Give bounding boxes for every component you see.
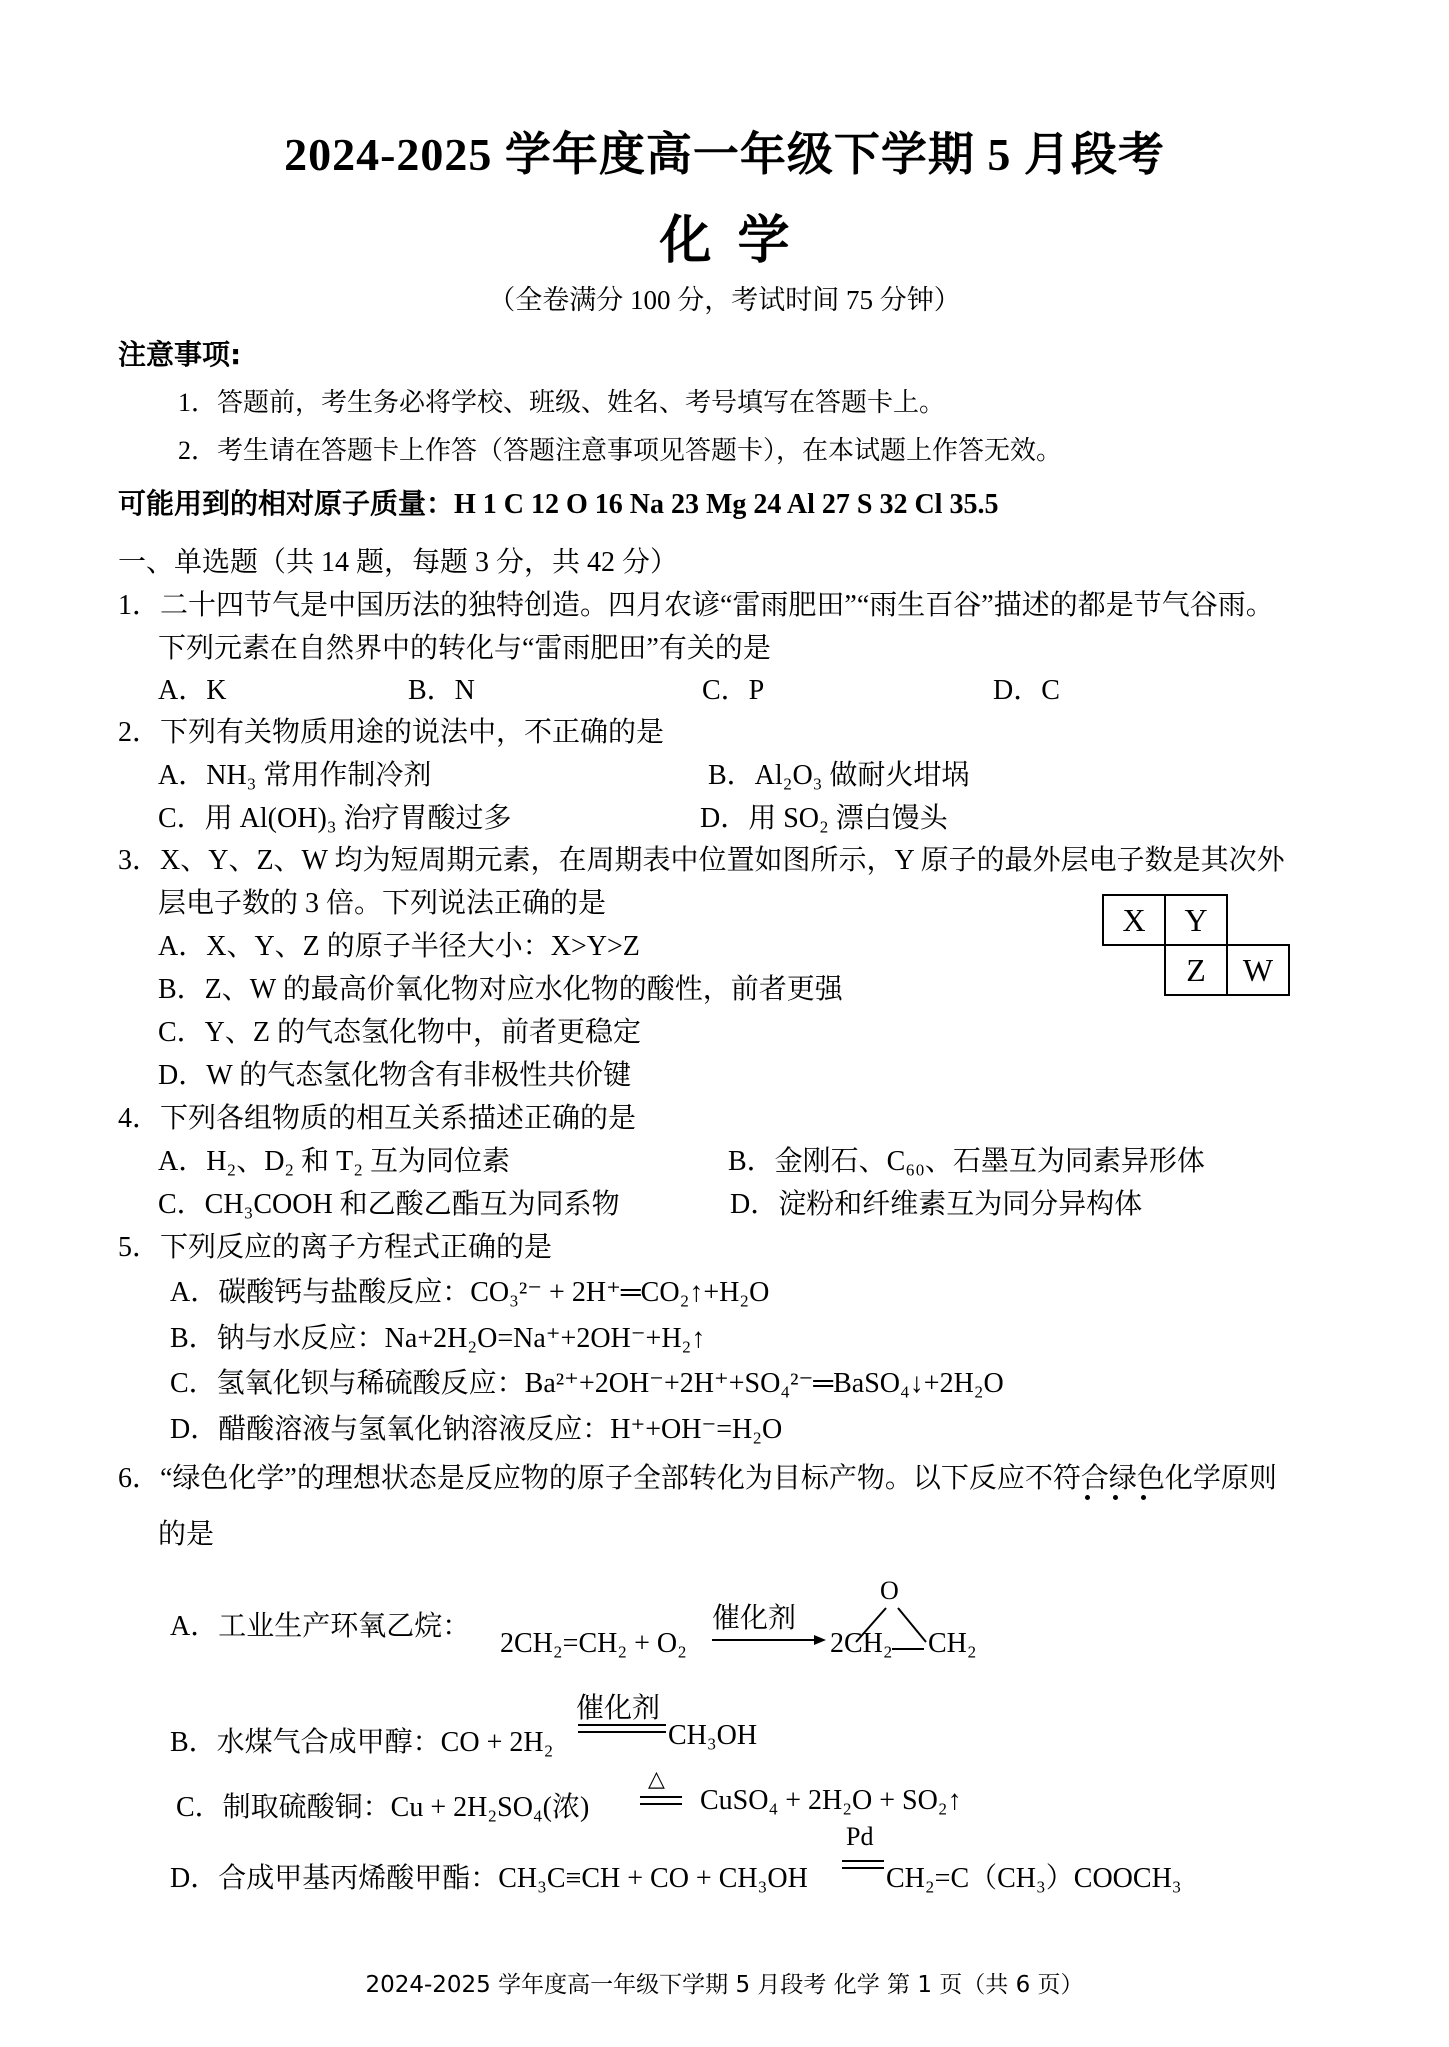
page-footer: 2024-2025 学年度高一年级下学期 5 月段考 化学 第 1 页（共 6 页） <box>365 1972 1084 1998</box>
q6-option-a-condition: 催化剂 <box>712 1603 797 1634</box>
epoxide-bond-icon <box>888 1644 928 1654</box>
q1-option-d: D．C <box>993 675 1060 706</box>
atomic-masses: 可能用到的相对原子质量：H 1 C 12 O 16 Na 23 Mg 24 Al 27 S 32 Cl 35.5 <box>118 489 999 520</box>
q4-option-b: B．金刚石、C₆₀、石墨互为同素异形体 <box>728 1146 1205 1177</box>
q2-stem: 2．下列有关物质用途的说法中，不正确的是 <box>118 717 665 748</box>
q6-option-d-product: CH₂=C（CH₃）COOCH₃ <box>886 1863 1182 1894</box>
q6-option-c-label: C．制取硫酸铜：Cu + 2H₂SO₄(浓) <box>176 1792 590 1823</box>
q3-option-d: D．W 的气态氢化物含有非极性共价键 <box>158 1060 632 1091</box>
equals-sign-icon <box>638 1794 684 1808</box>
q6-option-b-product: CH₃OH <box>668 1720 758 1751</box>
equals-sign-icon <box>840 1858 886 1872</box>
grid-cell-y: Y <box>1164 894 1228 946</box>
equals-sign-icon <box>576 1722 668 1736</box>
q4-option-a: A．H₂、D₂ 和 T₂ 互为同位素 <box>158 1146 511 1177</box>
notice-item-2: 2．考生请在答题卡上作答（答题注意事项见答题卡），在本试题上作答无效。 <box>178 436 1063 465</box>
q3-option-c: C．Y、Z 的气态氢化物中，前者更稳定 <box>158 1017 642 1048</box>
q3-stem-line2: 层电子数的 3 倍。下列说法正确的是 <box>158 888 607 919</box>
q6-option-c-condition: △ <box>648 1766 665 1791</box>
q2-option-b: B．Al₂O₃ 做耐火坩埚 <box>708 760 970 791</box>
q3-stem-line1: 3．X、Y、Z、W 均为短周期元素，在周期表中位置如图所示，Y 原子的最外层电子数是其次外 <box>118 845 1285 876</box>
q3-option-a: A．X、Y、Z 的原子半径大小：X>Y>Z <box>158 931 640 962</box>
q5-stem: 5．下列反应的离子方程式正确的是 <box>118 1232 553 1263</box>
q4-option-d: D．淀粉和纤维素互为同分异构体 <box>730 1189 1143 1220</box>
q1-stem-line2: 下列元素在自然界中的转化与“雷雨肥田”有关的是 <box>158 633 771 664</box>
exam-meta: （全卷满分 100 分，考试时间 75 分钟） <box>488 285 961 315</box>
q6-stem-line2: 的是 <box>158 1519 215 1550</box>
q5-option-d: D．醋酸溶液与氢氧化钠溶液反应：H⁺+OH⁻=H₂O <box>170 1414 783 1445</box>
emphasis-dot <box>1141 1495 1146 1500</box>
q6-option-a-product-left: 2CH₂ <box>830 1628 893 1659</box>
q6-option-c-product: CuSO₄ + 2H₂O + SO₂↑ <box>700 1785 962 1816</box>
q1-option-b: B．N <box>408 675 475 706</box>
q5-option-b: B．钠与水反应：Na+2H₂O=Na⁺+2OH⁻+H₂↑ <box>170 1323 706 1354</box>
exam-title: 2024-2025 学年度高一年级下学期 5 月段考 <box>284 129 1165 180</box>
reaction-arrow-icon <box>710 1632 828 1648</box>
q1-option-c: C．P <box>702 675 765 706</box>
q6-option-b-label: B．水煤气合成甲醇：CO + 2H₂ <box>170 1727 554 1758</box>
q6-option-d-condition: Pd <box>846 1822 874 1851</box>
q5-option-c: C．氢氧化钡与稀硫酸反应：Ba²⁺+2OH⁻+2H⁺+SO₄²⁻═BaSO₄↓+2H₂O <box>170 1368 1004 1399</box>
periodic-table-fragment <box>1102 894 1302 1010</box>
q1-option-a: A．K <box>158 675 227 706</box>
emphasis-dot <box>1085 1495 1090 1500</box>
q6-option-a-label: A．工业生产环氧乙烷： <box>170 1611 471 1642</box>
q6-option-a-reactants: 2CH₂=CH₂ + O₂ <box>500 1628 687 1659</box>
q5-option-a: A．碳酸钙与盐酸反应：CO₃²⁻ + 2H⁺═CO₂↑+H₂O <box>170 1277 770 1308</box>
q3-option-b: B．Z、W 的最高价氧化物对应水化物的酸性，前者更强 <box>158 974 843 1005</box>
grid-cell-z: Z <box>1164 944 1228 996</box>
subject-title: 化学 <box>659 213 816 270</box>
q2-option-c: C．用 Al(OH)₃ 治疗胃酸过多 <box>158 803 512 834</box>
q6-stem-line1: 6．“绿色化学”的理想状态是反应物的原子全部转化为目标产物。以下反应不符合绿色化学原则 <box>118 1463 1277 1494</box>
q6-option-d-label: D．合成甲基丙烯酸甲酯：CH₃C≡CH + CO + CH₃OH <box>170 1863 808 1894</box>
emphasis-dot <box>1113 1495 1118 1500</box>
section-heading: 一、单选题（共 14 题，每题 3 分，共 42 分） <box>118 547 679 578</box>
notice-item-1: 1．答题前，考生务必将学校、班级、姓名、考号填写在答题卡上。 <box>178 388 946 417</box>
q2-option-d: D．用 SO₂ 漂白馒头 <box>700 803 948 834</box>
q2-option-a: A．NH₃ 常用作制冷剂 <box>158 760 432 791</box>
q6-option-a-product-right: CH₂ <box>928 1628 977 1659</box>
q1-stem-line1: 1．二十四节气是中国历法的独特创造。四月农谚“雷雨肥田”“雨生百谷”描述的都是节气谷雨。 <box>118 590 1274 621</box>
q6-option-b-condition: 催化剂 <box>576 1693 661 1724</box>
q4-option-c: C．CH₃COOH 和乙酸乙酯互为同系物 <box>158 1189 620 1220</box>
epoxide-oxygen: O <box>880 1576 899 1605</box>
grid-cell-w: W <box>1226 944 1290 996</box>
q4-stem: 4．下列各组物质的相互关系描述正确的是 <box>118 1103 637 1134</box>
epoxide-ring-icon <box>846 1600 936 1650</box>
grid-cell-x: X <box>1102 894 1166 946</box>
notice-title: 注意事项: <box>118 338 242 371</box>
